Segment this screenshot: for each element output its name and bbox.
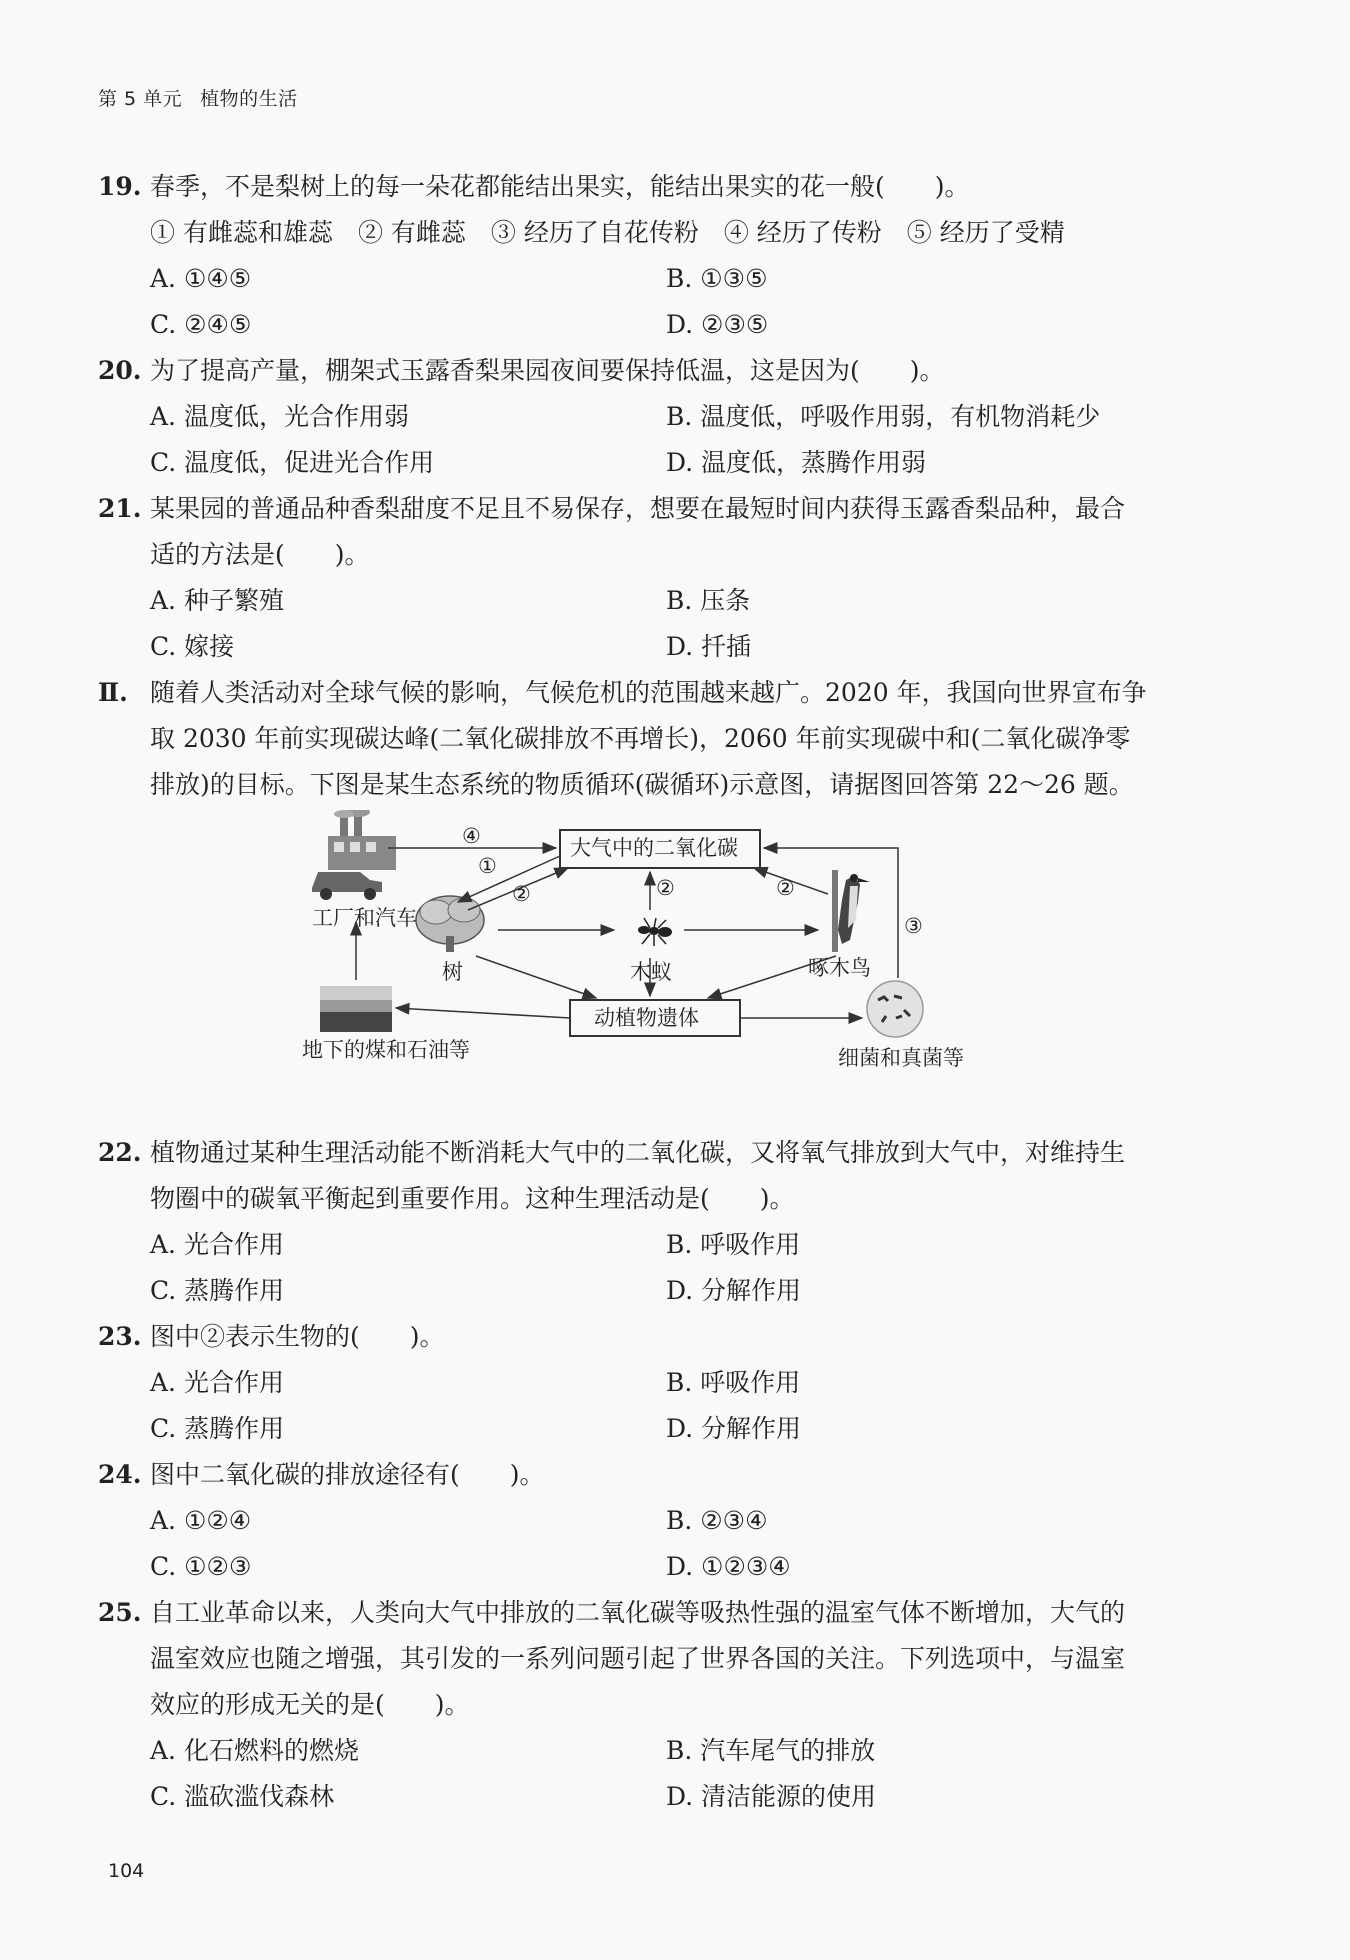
option-a[interactable]: A. 光合作用 xyxy=(150,1230,284,1259)
factory-car-icon xyxy=(312,810,396,900)
factory-label: 工厂和汽车 xyxy=(312,906,417,930)
option-a[interactable]: A. 温度低，光合作用弱 xyxy=(150,402,409,431)
option-a[interactable]: A. ①④⑤ xyxy=(150,264,252,293)
option-d[interactable]: D. ①②③④ xyxy=(666,1552,791,1581)
question-stem-line-1: 某果园的普通品种香梨甜度不足且不易保存，想要在最短时间内获得玉露香梨品种，最合 xyxy=(150,494,1126,523)
tree-label: 树 xyxy=(442,960,463,984)
option-d[interactable]: D. 分解作用 xyxy=(666,1276,802,1305)
question-25 xyxy=(98,1590,1228,1820)
options xyxy=(150,1498,1228,1590)
passage-line-1: 随着人类活动对全球气候的影响，气候危机的范围越来越广。2020 年，我国向世界宣布争 xyxy=(150,678,1147,707)
question-stem-line-2: 物圈中的碳氧平衡起到重要作用。这种生理活动是( )。 xyxy=(150,1184,795,1213)
atmosphere-label: 大气中的二氧化碳 xyxy=(570,836,738,860)
ant-label: 木蚁 xyxy=(630,960,672,984)
question-20 xyxy=(98,348,1228,486)
passage-ii xyxy=(98,670,1228,808)
woodpecker-label: 啄木鸟 xyxy=(808,956,871,980)
option-c[interactable]: C. 温度低，促进光合作用 xyxy=(150,448,435,477)
question-21 xyxy=(98,486,1228,670)
question-stem-line-2: 温室效应也随之增强，其引发的一系列问题引起了世界各国的关注。下列选项中，与温室 xyxy=(150,1644,1126,1673)
passage-line-3: 排放)的目标。下图是某生态系统的物质循环(碳循环)示意图，请据图回答第 22～26 题。 xyxy=(150,770,1134,799)
option-d[interactable]: D. ②③⑤ xyxy=(666,310,769,339)
options xyxy=(150,1360,1228,1452)
option-a[interactable]: A. 化石燃料的燃烧 xyxy=(150,1736,359,1765)
question-19 xyxy=(98,164,1228,348)
question-stem-line-3: 效应的形成无关的是( )。 xyxy=(150,1690,470,1719)
question-stem: 为了提高产量，棚架式玉露香梨果园夜间要保持低温，这是因为( )。 xyxy=(150,356,945,385)
question-number: 22. xyxy=(98,1138,142,1167)
question-stem: 春季，不是梨树上的每一朵花都能结出果实，能结出果实的花一般( )。 xyxy=(150,172,970,201)
question-stem-line-2: 适的方法是( )。 xyxy=(150,540,370,569)
question-stem: 图中②表示生物的( )。 xyxy=(150,1322,445,1351)
option-b[interactable]: B. 呼吸作用 xyxy=(666,1230,801,1259)
question-22 xyxy=(98,1130,1228,1314)
question-stem: 图中二氧化碳的排放途径有( )。 xyxy=(150,1460,545,1489)
option-d[interactable]: D. 扦插 xyxy=(666,632,752,661)
microbes-icon xyxy=(867,981,923,1037)
coal-label: 地下的煤和石油等 xyxy=(302,1038,470,1062)
marker-2-bird: ② xyxy=(776,876,795,900)
question-number: 21. xyxy=(98,494,142,523)
passage-number: Ⅱ. xyxy=(98,678,128,707)
marker-4: ④ xyxy=(462,824,481,848)
marker-1: ① xyxy=(478,854,497,878)
option-b[interactable]: B. 压条 xyxy=(666,586,751,615)
question-number: 23. xyxy=(98,1322,142,1351)
question-24 xyxy=(98,1452,1228,1590)
options xyxy=(150,1728,1228,1820)
question-number: 25. xyxy=(98,1598,142,1627)
options xyxy=(150,394,1228,486)
options xyxy=(150,1222,1228,1314)
question-number: 20. xyxy=(98,356,142,385)
marker-2-tree: ② xyxy=(512,882,531,906)
ant-icon xyxy=(638,918,672,946)
option-b[interactable]: B. ①③⑤ xyxy=(666,264,768,293)
options xyxy=(150,256,1228,348)
option-a[interactable]: A. 光合作用 xyxy=(150,1368,284,1397)
option-a[interactable]: A. ①②④ xyxy=(150,1506,252,1535)
question-stem-line-1: 植物通过某种生理活动能不断消耗大气中的二氧化碳，又将氧气排放到大气中，对维持生 xyxy=(150,1138,1126,1167)
option-c[interactable]: C. ①②③ xyxy=(150,1552,252,1581)
question-items: ① 有雌蕊和雄蕊 ② 有雌蕊 ③ 经历了自花传粉 ④ 经历了传粉 ⑤ 经历了受精 xyxy=(150,218,1065,247)
options xyxy=(150,578,1228,670)
tree-icon xyxy=(416,896,484,952)
page-number: 104 xyxy=(108,1860,145,1882)
option-c[interactable]: C. 蒸腾作用 xyxy=(150,1276,285,1305)
option-d[interactable]: D. 分解作用 xyxy=(666,1414,802,1443)
option-c[interactable]: C. 嫁接 xyxy=(150,632,235,661)
question-number: 24. xyxy=(98,1460,142,1489)
option-a[interactable]: A. 种子繁殖 xyxy=(150,586,284,615)
marker-2-ant: ② xyxy=(656,876,675,900)
passage-line-2: 取 2030 年前实现碳达峰(二氧化碳排放不再增长)，2060 年前实现碳中和(二氧化碳净零 xyxy=(150,724,1131,753)
woodpecker-icon xyxy=(832,870,870,952)
coal-oil-icon xyxy=(320,986,392,1032)
question-23 xyxy=(98,1314,1228,1452)
option-b[interactable]: B. 汽车尾气的排放 xyxy=(666,1736,876,1765)
option-d[interactable]: D. 清洁能源的使用 xyxy=(666,1782,877,1811)
option-d[interactable]: D. 温度低，蒸腾作用弱 xyxy=(666,448,927,477)
option-b[interactable]: B. ②③④ xyxy=(666,1506,768,1535)
marker-3: ③ xyxy=(904,914,923,938)
page-header xyxy=(98,84,298,111)
question-stem-line-1: 自工业革命以来，人类向大气中排放的二氧化碳等吸热性强的温室气体不断增加，大气的 xyxy=(150,1598,1126,1627)
microbes-label: 细菌和真菌等 xyxy=(838,1046,964,1070)
option-c[interactable]: C. ②④⑤ xyxy=(150,310,252,339)
option-b[interactable]: B. 温度低，呼吸作用弱，有机物消耗少 xyxy=(666,402,1101,431)
content xyxy=(98,164,1228,1820)
option-b[interactable]: B. 呼吸作用 xyxy=(666,1368,801,1397)
option-c[interactable]: C. 滥砍滥伐森林 xyxy=(150,1782,335,1811)
unit-title: 植物的生活 xyxy=(200,88,298,110)
question-number: 19. xyxy=(98,172,142,201)
remains-label: 动植物遗体 xyxy=(594,1006,699,1030)
unit-label: 第 5 单元 xyxy=(98,88,183,110)
carbon-cycle-diagram xyxy=(298,810,1118,1130)
option-c[interactable]: C. 蒸腾作用 xyxy=(150,1414,285,1443)
